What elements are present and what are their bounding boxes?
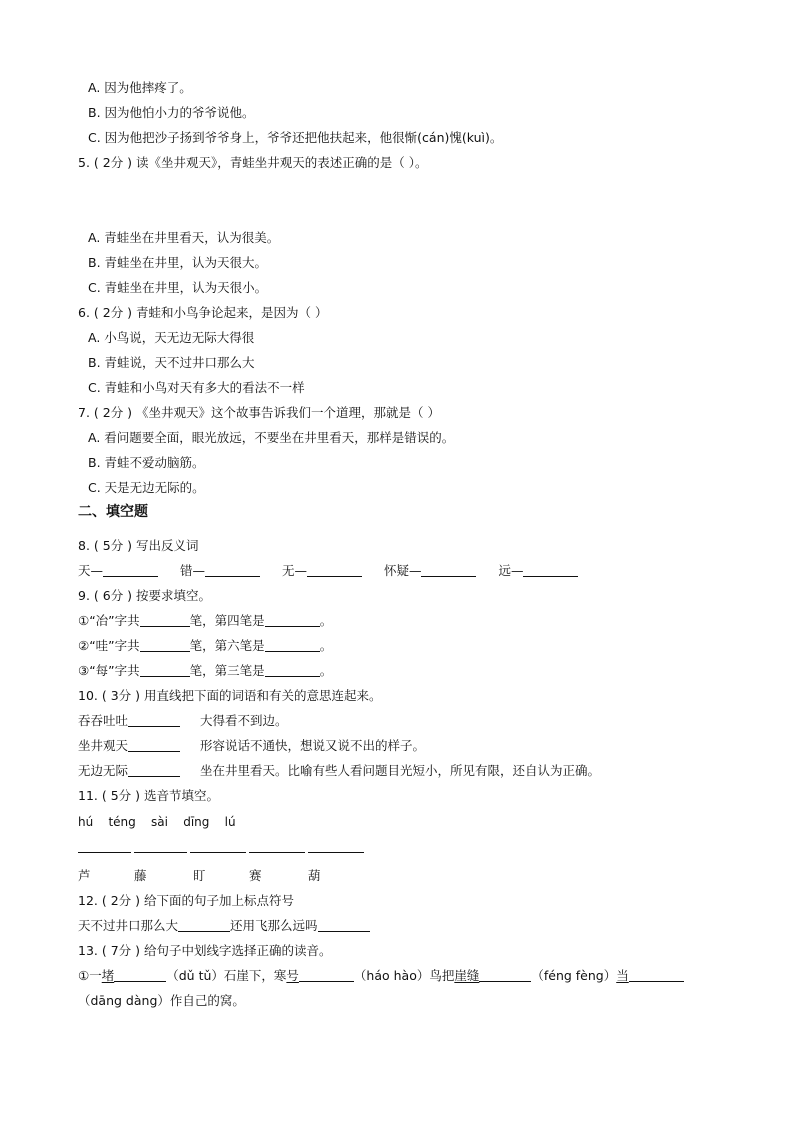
q9-row-2-mid: 笔，第六笔是	[189, 638, 265, 653]
q12-part-1: 天不过井口那么大	[78, 918, 179, 933]
q10-word-3: 无边无际	[78, 763, 129, 778]
q9-row-2-pre: ②“哇”字共	[78, 638, 140, 653]
q11-char-4: 赛	[249, 868, 262, 883]
q9-row-2-end: 。	[319, 638, 333, 653]
answer-blank[interactable]	[190, 852, 246, 853]
q9-row-3-mid: 笔，第三笔是	[189, 663, 265, 678]
q8-item-1: 天—	[78, 563, 104, 578]
q8-item-5: 远—	[498, 563, 524, 578]
q13-line-2: （dāng dàng）作自己的窝。	[78, 993, 245, 1008]
q10-row-3	[78, 763, 600, 779]
q7-option-c: C. 天是无边无际的。	[88, 480, 205, 495]
q5-option-c: C. 青蛙坐在井里，认为天很小。	[88, 280, 268, 295]
q12-part-2: 还用飞那么远吗	[230, 918, 318, 933]
q5-option-a: A. 青蛙坐在井里看天，认为很美。	[88, 230, 280, 245]
answer-blank[interactable]	[128, 739, 180, 752]
q8-stem: 8. ( 5分 ) 写出反义词	[78, 538, 199, 553]
q13-underlined-char: 崖缝	[454, 968, 480, 983]
q13-text: （háo hào）鸟把	[353, 968, 455, 983]
answer-blank[interactable]	[629, 969, 684, 982]
q11-char-2: 藤	[134, 868, 147, 883]
q9-row-1-mid: 笔，第四笔是	[189, 613, 265, 628]
q7-option-b: B. 青蛙不爱动脑筋。	[88, 455, 205, 470]
answer-blank[interactable]	[265, 614, 320, 627]
q13-underlined-char: 堵	[101, 968, 115, 983]
q10-row-2	[78, 738, 425, 754]
answer-blank[interactable]	[479, 969, 531, 982]
q9-row-3-pre: ③“每”字共	[78, 663, 140, 678]
answer-blank[interactable]	[114, 969, 166, 982]
q10-meaning-1: 大得看不到边。	[200, 713, 288, 728]
answer-blank[interactable]	[128, 764, 180, 777]
q11-char-3: 盯	[193, 868, 206, 883]
q6-option-b: B. 青蛙说，天不过井口那么大	[88, 355, 255, 370]
answer-blank[interactable]	[318, 919, 370, 932]
q9-row-3	[78, 663, 332, 679]
answer-blank[interactable]	[178, 919, 230, 932]
q13-text: （dǔ tǔ）石崖下，寒	[166, 968, 287, 983]
q5-stem: 5. ( 2分 ) 读《坐井观天》，青蛙坐井观天的表述正确的是（ ）。	[78, 155, 428, 170]
q10-meaning-3: 坐在井里看天。比喻有些人看问题目光短小，所见有限，还自认为正确。	[200, 763, 601, 778]
answer-blank[interactable]	[103, 564, 158, 577]
q4-option-a: A. 因为他摔疼了。	[88, 80, 192, 95]
answer-blank[interactable]	[421, 564, 476, 577]
answer-blank[interactable]	[308, 852, 364, 853]
q10-row-1	[78, 713, 288, 729]
answer-blank[interactable]	[523, 564, 578, 577]
q10-word-1: 吞吞吐吐	[78, 713, 129, 728]
q9-row-1-end: 。	[319, 613, 333, 628]
q11-pinyin: hú téng sài dīng lú	[78, 815, 236, 829]
q10-stem: 10. ( 3分 ) 用直线把下面的词语和有关的意思连起来。	[78, 688, 382, 703]
q13-underlined-char: 当	[616, 968, 629, 983]
q11-stem: 11. ( 5分 ) 选音节填空。	[78, 788, 219, 803]
q12-sentence	[78, 918, 370, 934]
q11-char-5: 葫	[308, 868, 321, 883]
answer-blank[interactable]	[140, 614, 190, 627]
answer-blank[interactable]	[128, 714, 180, 727]
answer-blank[interactable]	[134, 852, 187, 853]
section-title: 二、填空题	[78, 504, 148, 520]
q9-row-1-pre: ①“冶”字共	[78, 613, 140, 628]
q8-item-3: 无—	[281, 563, 307, 578]
q6-option-c: C. 青蛙和小鸟对天有多大的看法不一样	[88, 380, 305, 395]
q7-option-a: A. 看问题要全面，眼光放远，不要坐在井里看天，那样是错误的。	[88, 430, 455, 445]
answer-blank[interactable]	[307, 564, 362, 577]
q5-option-b: B. 青蛙坐在井里，认为天很大。	[88, 255, 268, 270]
q4-option-c: C. 因为他把沙子扬到爷爷身上，爷爷还把他扶起来，他很惭(cán)愧(kuì)。	[88, 130, 503, 145]
answer-blank[interactable]	[299, 969, 354, 982]
answer-blank[interactable]	[140, 639, 190, 652]
q13-text: ①一	[78, 968, 102, 983]
q7-stem: 7. ( 2分 ) 《坐井观天》这个故事告诉我们一个道理，那就是（ ）	[78, 405, 441, 420]
q11-char-1: 芦	[78, 868, 91, 883]
q6-stem: 6. ( 2分 ) 青蛙和小鸟争论起来，是因为（ ）	[78, 305, 328, 320]
q4-option-b: B. 因为他怕小力的爷爷说他。	[88, 105, 255, 120]
q9-row-2	[78, 638, 332, 654]
answer-blank[interactable]	[249, 852, 305, 853]
q9-stem: 9. ( 6分 ) 按要求填空。	[78, 588, 212, 603]
q6-option-a: A. 小鸟说，天无边无际大得很	[88, 330, 255, 345]
q10-meaning-2: 形容说话不通快，想说又说不出的样子。	[200, 738, 426, 753]
q8-item-4: 怀疑—	[383, 563, 422, 578]
q13-line-1	[78, 968, 684, 984]
q9-row-1	[78, 613, 332, 629]
q12-stem: 12. ( 2分 ) 给下面的句子加上标点符号	[78, 893, 294, 908]
q13-stem: 13. ( 7分 ) 给句子中划线字选择正确的读音。	[78, 943, 332, 958]
answer-blank[interactable]	[265, 639, 320, 652]
q8-antonym-row	[78, 563, 578, 579]
q13-text: （féng fèng）	[531, 968, 617, 983]
answer-blank[interactable]	[265, 664, 320, 677]
answer-blank[interactable]	[205, 564, 260, 577]
answer-blank[interactable]	[78, 852, 131, 853]
q9-row-3-end: 。	[319, 663, 333, 678]
q8-item-2: 错—	[179, 563, 205, 578]
q13-underlined-char: 号	[286, 968, 299, 983]
q10-word-2: 坐井观天	[78, 738, 129, 753]
answer-blank[interactable]	[140, 664, 190, 677]
